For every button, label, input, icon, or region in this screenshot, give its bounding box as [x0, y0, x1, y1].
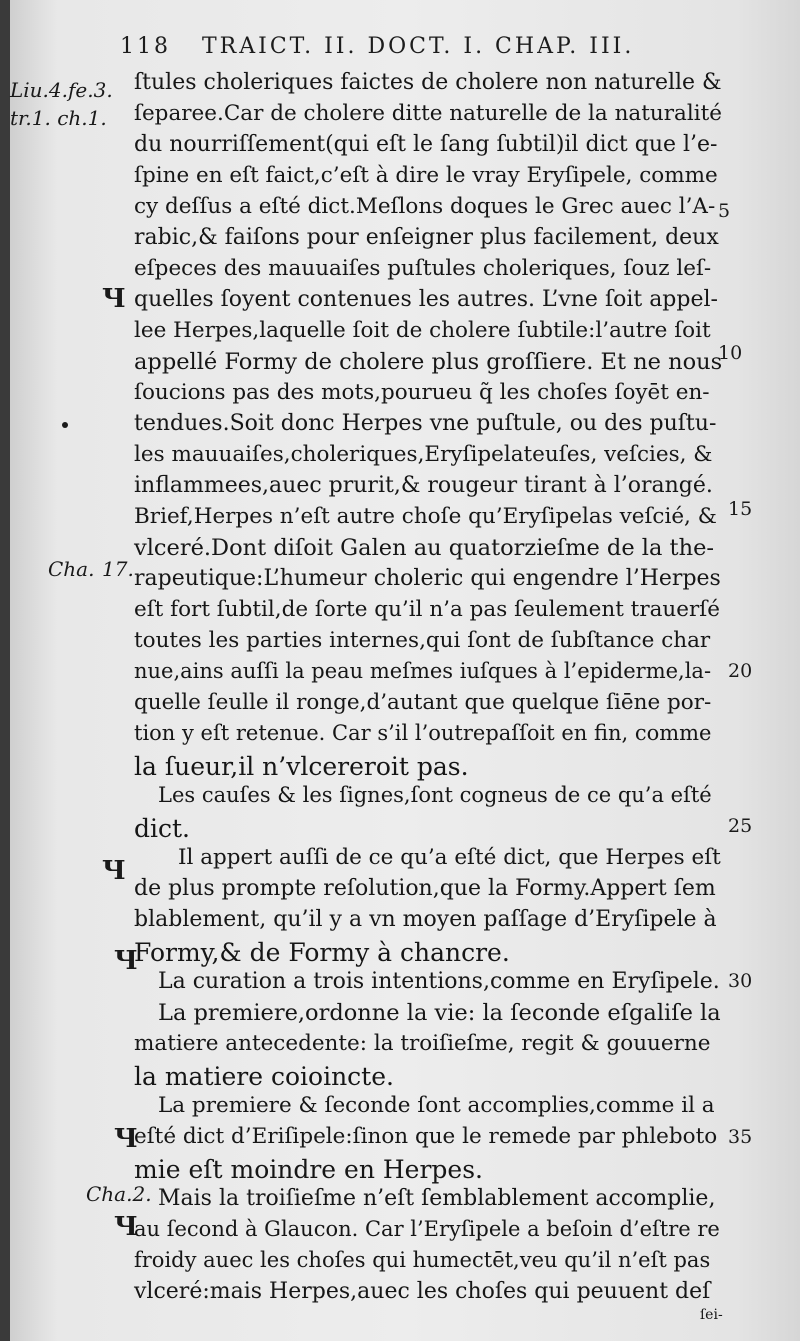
text-line: La premiere,ordonne la vie: la ſeconde eſgaliſe la	[158, 1000, 721, 1026]
text-line: quelles ſoyent contenues les autres. L’vne ſoit appel-	[134, 287, 718, 312]
text-line: vlceré.Dont diſoit Galen au quatorzieſme de la the-	[134, 535, 715, 561]
text-line: ſoucions pas des mots,pourueu q̃ les choſes ſoyēt en-	[134, 380, 710, 405]
text-line: matiere antecedente: la troiſieſme, regit & gouuerne	[134, 1031, 711, 1056]
text-line: blablement, qu’il y a vn moyen paſſage d’Eryſipele à	[134, 907, 717, 932]
text-line: eſté dict d’Eriſipele:ſinon que le remede par phleboto	[134, 1124, 718, 1149]
text-line: ſtules choleriques faictes de cholere non naturelle &	[134, 70, 722, 95]
line-number-25: 25	[728, 815, 753, 837]
text-line: tendues.Soit donc Herpes vne puſtule, ou des puſtu-	[134, 411, 717, 436]
text-line: eſt fort ſubtil,de ſorte qu’il n’a pas ſeulement trauerſé	[134, 597, 720, 622]
text-line: dict.	[134, 814, 190, 843]
text-line: rabic,& faiſons pour enſeigner plus facilement, deux	[134, 225, 719, 250]
text-line: ſpine en eſt faict,c’eſt à dire le vray Eryſipele, comme	[134, 163, 718, 188]
text-line: mie eſt moindre en Herpes.	[134, 1155, 483, 1184]
paragraph-mark: Ч	[114, 1212, 138, 1242]
text-line: cy deſſus a eſté dict.Meſlons doques le Grec auec l’A-	[134, 194, 716, 219]
paragraph-mark: Ч	[102, 856, 126, 886]
text-line: les mauuaiſes,choleriques,Eryſipelateuſes, veſcies, &	[134, 442, 713, 467]
margin-note-cha2: Cha.2.	[86, 1182, 152, 1206]
text-line: au ſecond à Glaucon. Car l’Eryſipele a beſoin d’eſtre re	[134, 1217, 720, 1241]
text-line: la ſueur,il n’vlcereroit pas.	[134, 752, 469, 781]
margin-note-cha17: Cha.	[48, 557, 95, 581]
text-line: Brief,Herpes n’eſt autre choſe qu’Eryſipelas veſcié, &	[134, 504, 717, 529]
text-line: La premiere & ſeconde ſont accomplies,comme il a	[158, 1093, 715, 1118]
text-line: eſpeces des mauuaiſes puſtules choleriques, ſouz leſ-	[134, 256, 712, 281]
book-page	[10, 0, 800, 1341]
text-line: nue,ains auſſi la peau meſmes iuſques à l’epiderme,la-	[134, 659, 712, 683]
text-line: la matiere coioincte.	[134, 1062, 394, 1091]
text-line: rapeutique:L’humeur choleric qui engendre l’Herpes	[134, 566, 721, 591]
paragraph-mark: Ч	[102, 284, 126, 314]
text-line: appellé Formy de cholere plus groſſiere. Et ne nous	[134, 349, 723, 375]
line-number-20: 20	[728, 660, 753, 682]
paragraph-mark: Ч	[114, 1124, 138, 1154]
text-line: toutes les parties internes,qui ſont de ſubſtance char	[134, 628, 711, 653]
text-line: lee Herpes,laquelle ſoit de cholere ſubtile:l’autre ſoit	[134, 318, 711, 343]
text-line: tion y eſt retenue. Car s’il l’outrepaſſoit en fin, comme	[134, 721, 712, 745]
line-number-15: 15	[728, 498, 753, 520]
text-line: ſeparee.Car de cholere ditte naturelle de la naturalité	[134, 101, 722, 126]
paragraph-mark: Ч	[114, 946, 138, 976]
text-line: Formy,& de Formy à chancre.	[134, 938, 510, 967]
margin-note-cha17-number: 17.	[102, 557, 134, 581]
margin-dot	[62, 422, 68, 428]
text-line: de plus prompte reſolution,que la Formy.Appert ſem	[134, 876, 716, 901]
catchword: ſei-	[700, 1307, 723, 1323]
text-line: inflammees,auec prurit,& rougeur tirant à l’orangé.	[134, 473, 713, 498]
text-line: froidy auec les choſes qui humectēt,veu qu’il n’eſt pas	[134, 1248, 711, 1272]
text-line: Les cauſes & les ſignes,ſont cogneus de ce qu’a eſté	[158, 783, 712, 807]
text-line: Mais la troiſieſme n’eſt ſemblablement accomplie,	[158, 1186, 716, 1211]
running-title: TRAICT. II. DOCT. I. CHAP. III.	[202, 34, 635, 59]
text-line: La curation a trois intentions,comme en Eryſipele.	[158, 969, 720, 994]
text-line: vlceré:mais Herpes,auec les choſes qui peuuent deſ	[134, 1279, 711, 1304]
line-number-10: 10	[718, 342, 743, 364]
margin-note-liu: Liu.4.fe.3.	[10, 78, 113, 102]
text-line: Il appert auſſi de ce qu’a eſté dict, que Herpes eſt	[178, 845, 721, 870]
line-number-30: 30	[728, 970, 753, 992]
line-number-35: 35	[728, 1126, 753, 1148]
text-line: quelle ſeulle il ronge,d’autant que quelque ſiēne por-	[134, 690, 712, 715]
margin-note-tr: tr.1. ch.1.	[10, 106, 107, 130]
text-line: du nourriſſement(qui eſt le ſang ſubtil)il dict que l’e-	[134, 132, 718, 157]
line-number-5: 5	[718, 200, 731, 222]
page-number: 118	[120, 34, 171, 59]
